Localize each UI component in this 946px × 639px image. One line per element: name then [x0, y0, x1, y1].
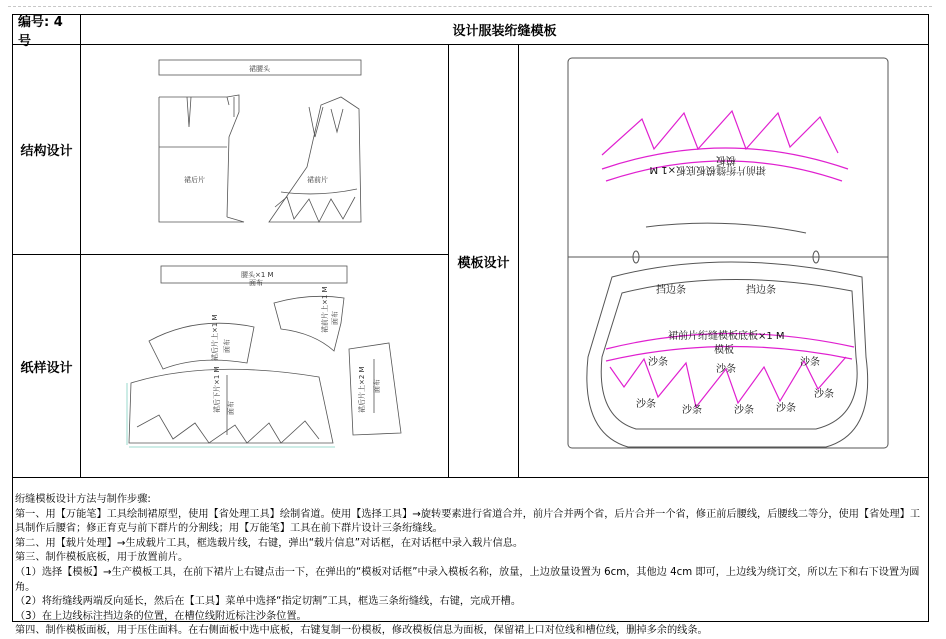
lower-zigzag [137, 415, 319, 443]
front-panel-outline [269, 97, 361, 222]
sand-strip-1: 沙条 [648, 357, 668, 368]
pattern-waistband-text: 腰头×1 M [241, 271, 274, 279]
front-stitch-zigzag [275, 189, 357, 222]
sand-strip-3: 沙条 [800, 357, 820, 368]
back-yoke-piece [149, 323, 254, 369]
instruction-step-2: 第二、用【载片处理】→生成载片工具，框选载片线，右键，弹出“载片信息”对话框，在对话框中录入载片信息。 [15, 537, 524, 549]
number-cell [13, 14, 81, 49]
instructions-block [15, 493, 928, 637]
page-top-margin-line [8, 0, 932, 7]
edge-strip-left: 挡边条 [656, 285, 686, 296]
upper-template-text-2: 裙前片绗缝模板底板×1 M [649, 164, 766, 175]
sand-strip-4: 沙条 [636, 399, 656, 410]
main-template-sub: 模板 [714, 345, 734, 356]
back-panel-outline [159, 95, 244, 222]
pattern-bottom-right-sub: 面布 [373, 379, 381, 393]
pattern-drawing [109, 263, 409, 473]
pattern-waistband-sub: 面布 [249, 279, 263, 287]
instruction-intro: 绗缝模板设计方法与制作步骤: [15, 494, 151, 505]
pattern-bottom-left-sub: 面布 [227, 401, 235, 415]
instruction-step-3: 第三、制作模板底板，用于放置前片。 [15, 552, 189, 564]
pattern-yoke-right-sub: 面布 [331, 311, 339, 325]
sand-strip-5: 沙条 [682, 405, 702, 416]
structure-drawing [109, 57, 409, 242]
structure-label: 结构设计 [20, 144, 73, 159]
number-label: 编号: 4 号 [18, 14, 63, 49]
pattern-bottom-left-text: 裙后下片×1 M [213, 366, 221, 413]
sand-strip-8: 沙条 [814, 389, 834, 400]
pattern-yoke-right-text: 裙前片上×1 M [321, 286, 329, 333]
title-cell [81, 15, 928, 45]
instruction-step-3-3: （3）在上边线标注挡边条的位置，在槽位线附近标注沙条位置。 [15, 610, 307, 622]
design-table [12, 14, 929, 637]
sand-strip-6: 沙条 [734, 405, 754, 416]
sand-strip-2: 沙条 [716, 364, 736, 375]
instruction-step-1: 第一、用【万能笔】工具绘制裙原型，使用【省处理工具】绘制省道。使用【选择工具】→旋转要素进行省道合并，前片合并两个省，后片合并一个省，修正前后腰线，后腰线二等分，使用【省处理】工具制作后腰省；修正育克与前下群片的分割线；用【万能笔】工具在前下群片设计三条绗缝线。 [15, 508, 921, 535]
upper-notch-curve [646, 223, 806, 233]
waistband-text: 裙腰头 [249, 65, 270, 73]
front-panel-text: 裙前片 [307, 176, 328, 184]
pattern-label: 纸样设计 [20, 360, 73, 376]
template-board [568, 58, 888, 448]
main-template-text: 裙前片绗缝模板底板×1 M [668, 331, 785, 342]
instruction-step-3-2: （2）将绗缝线两端反向延长，然后在【工具】菜单中选择“指定切割”工具，框选三条绗缝线，右键，完成开槽。 [15, 596, 522, 608]
front-darts [309, 107, 343, 137]
table-title: 设计服装绗缝模板 [452, 24, 557, 39]
template-label-cell [449, 45, 519, 478]
pattern-yoke-left-sub: 面布 [223, 339, 231, 353]
structure-label-cell [13, 45, 81, 255]
edge-strip-right: 挡边条 [746, 285, 776, 296]
instruction-step-3-1: （1）选择【模板】→生产模板工具，在前下裙片上右键点击一下，在弹出的“模板对话框”中录入模板名称，放量，上边放量设置为 6cm，其他边 4cm 即可，上边线为绕订交，所以左下和右下设置为圆角。 [15, 566, 920, 593]
pattern-yoke-left-text: 裙后片上×1 M [211, 314, 219, 361]
pattern-label-cell [13, 255, 81, 478]
upper-template-text-1: 模板 [716, 154, 736, 165]
back-panel-text: 裙后片 [184, 176, 205, 184]
pattern-bottom-right-text: 裙后片上×2 M [358, 366, 366, 413]
sand-strip-7: 沙条 [776, 403, 796, 414]
template-label: 模板设计 [457, 255, 510, 271]
instruction-step-4: 第四、制作模板面板，用于压住面料。在右侧面板中选中底板，右键复制一份模板，修改模板信息为面板，保留裙上口对位线和槽位线，删掉多余的线条。 [15, 625, 708, 637]
template-drawing [566, 57, 891, 452]
grainlines [227, 359, 374, 435]
